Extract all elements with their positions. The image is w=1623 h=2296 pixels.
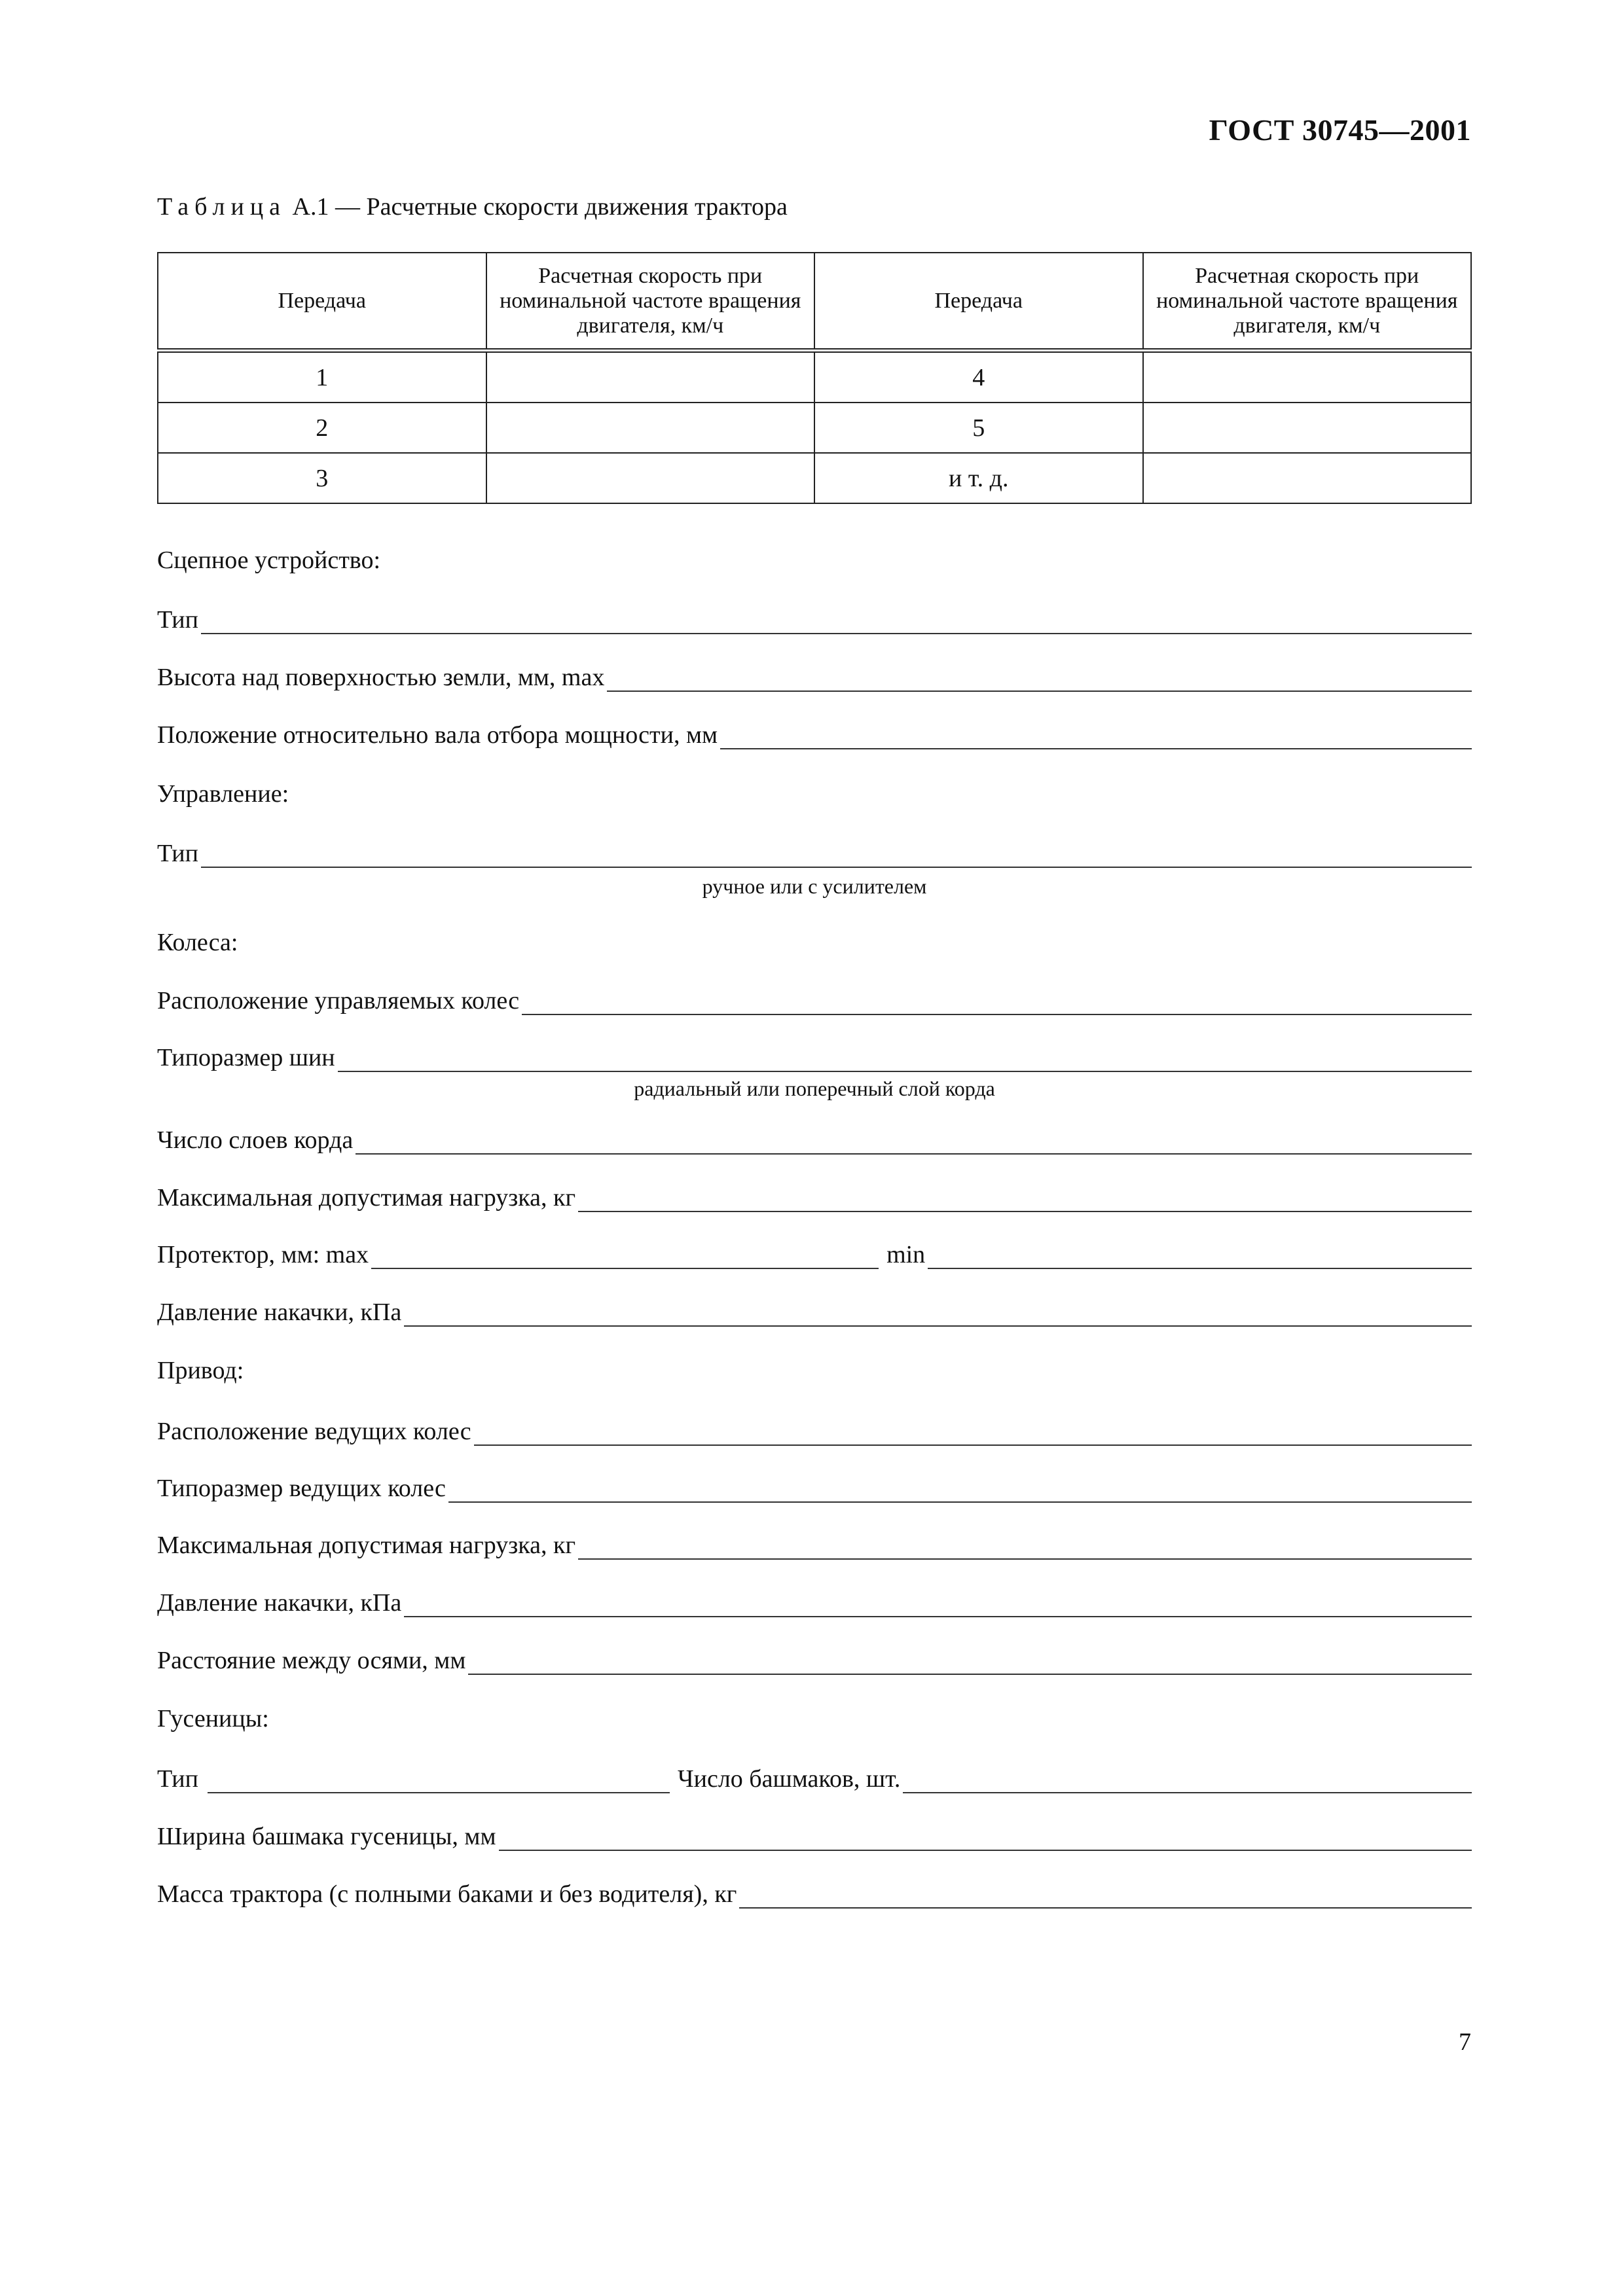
cord-plies-label: Число слоев корда <box>157 1126 354 1154</box>
table-caption-prefix: Таблица <box>157 193 287 221</box>
tracks-type-field[interactable] <box>208 1772 670 1793</box>
drive-max-load-field[interactable] <box>578 1539 1472 1560</box>
tread-max-field[interactable] <box>371 1248 879 1269</box>
tread-min-field[interactable] <box>928 1248 1472 1269</box>
coupling-type-field[interactable] <box>201 613 1472 634</box>
steered-wheels-line <box>157 986 1472 1015</box>
drive-wheels-size-field[interactable] <box>448 1482 1472 1503</box>
wheelbase-field[interactable] <box>468 1654 1472 1675</box>
shoe-width-line <box>157 1822 1472 1851</box>
gear-cell: 2 <box>158 403 486 453</box>
coupling-heading: Сцепное устройство: <box>157 547 381 574</box>
steering-type-label: Тип <box>157 840 198 867</box>
tread-line <box>157 1240 1472 1269</box>
tire-size-field[interactable] <box>338 1051 1472 1072</box>
tractor-mass-label: Масса трактора (с полными баками и без водителя), кг <box>157 1880 737 1908</box>
drive-heading: Привод: <box>157 1357 244 1384</box>
max-load-line <box>157 1183 1472 1212</box>
drive-wheels-field[interactable] <box>474 1425 1472 1446</box>
table-caption-number: А.1 <box>292 193 329 221</box>
shoe-width-field[interactable] <box>499 1830 1472 1851</box>
speed-cell[interactable] <box>1143 453 1472 503</box>
coupling-height-label: Высота над поверхностью земли, мм, max <box>157 664 605 691</box>
tire-hint: радиальный или поперечный слой корда <box>634 1077 995 1100</box>
drive-max-load-label: Максимальная допустимая нагрузка, кг <box>157 1532 576 1559</box>
shoe-width-label: Ширина башмака гусеницы, мм <box>157 1823 496 1850</box>
speeds-table <box>157 252 1472 504</box>
shoes-count-label: Число башмаков, шт. <box>677 1765 901 1793</box>
drive-max-load-line <box>157 1531 1472 1560</box>
coupling-height-line <box>157 663 1472 692</box>
table-caption <box>157 192 788 221</box>
gear-cell: и т. д. <box>814 453 1143 503</box>
coupling-position-line <box>157 721 1472 749</box>
steered-wheels-label: Расположение управляемых колес <box>157 987 520 1014</box>
tire-size-line <box>157 1043 1472 1072</box>
shoes-count-field[interactable] <box>903 1772 1472 1793</box>
column-header-speed: Расчетная скорость при номинальной частоте вращения двигателя, км/ч <box>1143 253 1472 351</box>
column-header-gear: Передача <box>814 253 1143 351</box>
tractor-mass-line <box>157 1880 1472 1909</box>
table-row <box>158 351 1471 403</box>
column-header-gear: Передача <box>158 253 486 351</box>
max-load-field[interactable] <box>578 1191 1472 1212</box>
table-row <box>158 403 1471 453</box>
gear-cell: 1 <box>158 351 486 403</box>
tread-min-label: min <box>886 1241 926 1268</box>
drive-wheels-size-line <box>157 1474 1472 1503</box>
page-number: 7 <box>1459 2028 1471 2056</box>
inflation-pressure-label: Давление накачки, кПа <box>157 1299 402 1326</box>
speed-cell[interactable] <box>486 453 815 503</box>
wheels-heading: Колеса: <box>157 929 238 956</box>
wheelbase-line <box>157 1646 1472 1675</box>
speed-cell[interactable] <box>486 351 815 403</box>
speed-cell[interactable] <box>1143 403 1472 453</box>
table-header-row <box>158 253 1471 351</box>
table-caption-text: — Расчетные скорости движения трактора <box>335 193 788 221</box>
drive-inflation-pressure-field[interactable] <box>404 1596 1472 1617</box>
speed-cell[interactable] <box>486 403 815 453</box>
wheelbase-label: Расстояние между осями, мм <box>157 1647 466 1674</box>
tracks-type-label: Тип <box>157 1765 198 1793</box>
inflation-pressure-line <box>157 1298 1472 1327</box>
coupling-type-label: Тип <box>157 606 198 634</box>
drive-wheels-label: Расположение ведущих колес <box>157 1418 471 1445</box>
tractor-mass-field[interactable] <box>739 1888 1472 1909</box>
gear-cell: 5 <box>814 403 1143 453</box>
inflation-pressure-field[interactable] <box>404 1306 1472 1327</box>
drive-wheels-size-label: Типоразмер ведущих колес <box>157 1475 446 1502</box>
gear-cell: 3 <box>158 453 486 503</box>
coupling-height-field[interactable] <box>607 671 1472 692</box>
max-load-label: Максимальная допустимая нагрузка, кг <box>157 1184 576 1211</box>
drive-inflation-pressure-label: Давление накачки, кПа <box>157 1589 402 1617</box>
steering-hint: ручное или с усилителем <box>702 874 927 898</box>
speed-cell[interactable] <box>1143 351 1472 403</box>
tire-size-label: Типоразмер шин <box>157 1044 335 1071</box>
coupling-position-field[interactable] <box>720 728 1472 749</box>
drive-inflation-pressure-line <box>157 1588 1472 1617</box>
drive-wheels-line <box>157 1417 1472 1446</box>
steering-heading: Управление: <box>157 780 289 808</box>
cord-plies-line <box>157 1126 1472 1155</box>
steered-wheels-field[interactable] <box>522 994 1472 1015</box>
standard-id: ГОСТ 30745—2001 <box>1209 113 1471 147</box>
tread-max-label: Протектор, мм: max <box>157 1241 369 1268</box>
tracks-line <box>157 1765 1472 1793</box>
gear-cell: 4 <box>814 351 1143 403</box>
steering-type-line <box>157 839 1472 868</box>
column-header-speed: Расчетная скорость при номинальной частоте вращения двигателя, км/ч <box>486 253 815 351</box>
coupling-position-label: Положение относительно вала отбора мощности, мм <box>157 721 718 749</box>
tracks-heading: Гусеницы: <box>157 1705 269 1732</box>
cord-plies-field[interactable] <box>356 1134 1472 1155</box>
coupling-type-line <box>157 605 1472 634</box>
steering-type-field[interactable] <box>201 847 1472 868</box>
table-row <box>158 453 1471 503</box>
